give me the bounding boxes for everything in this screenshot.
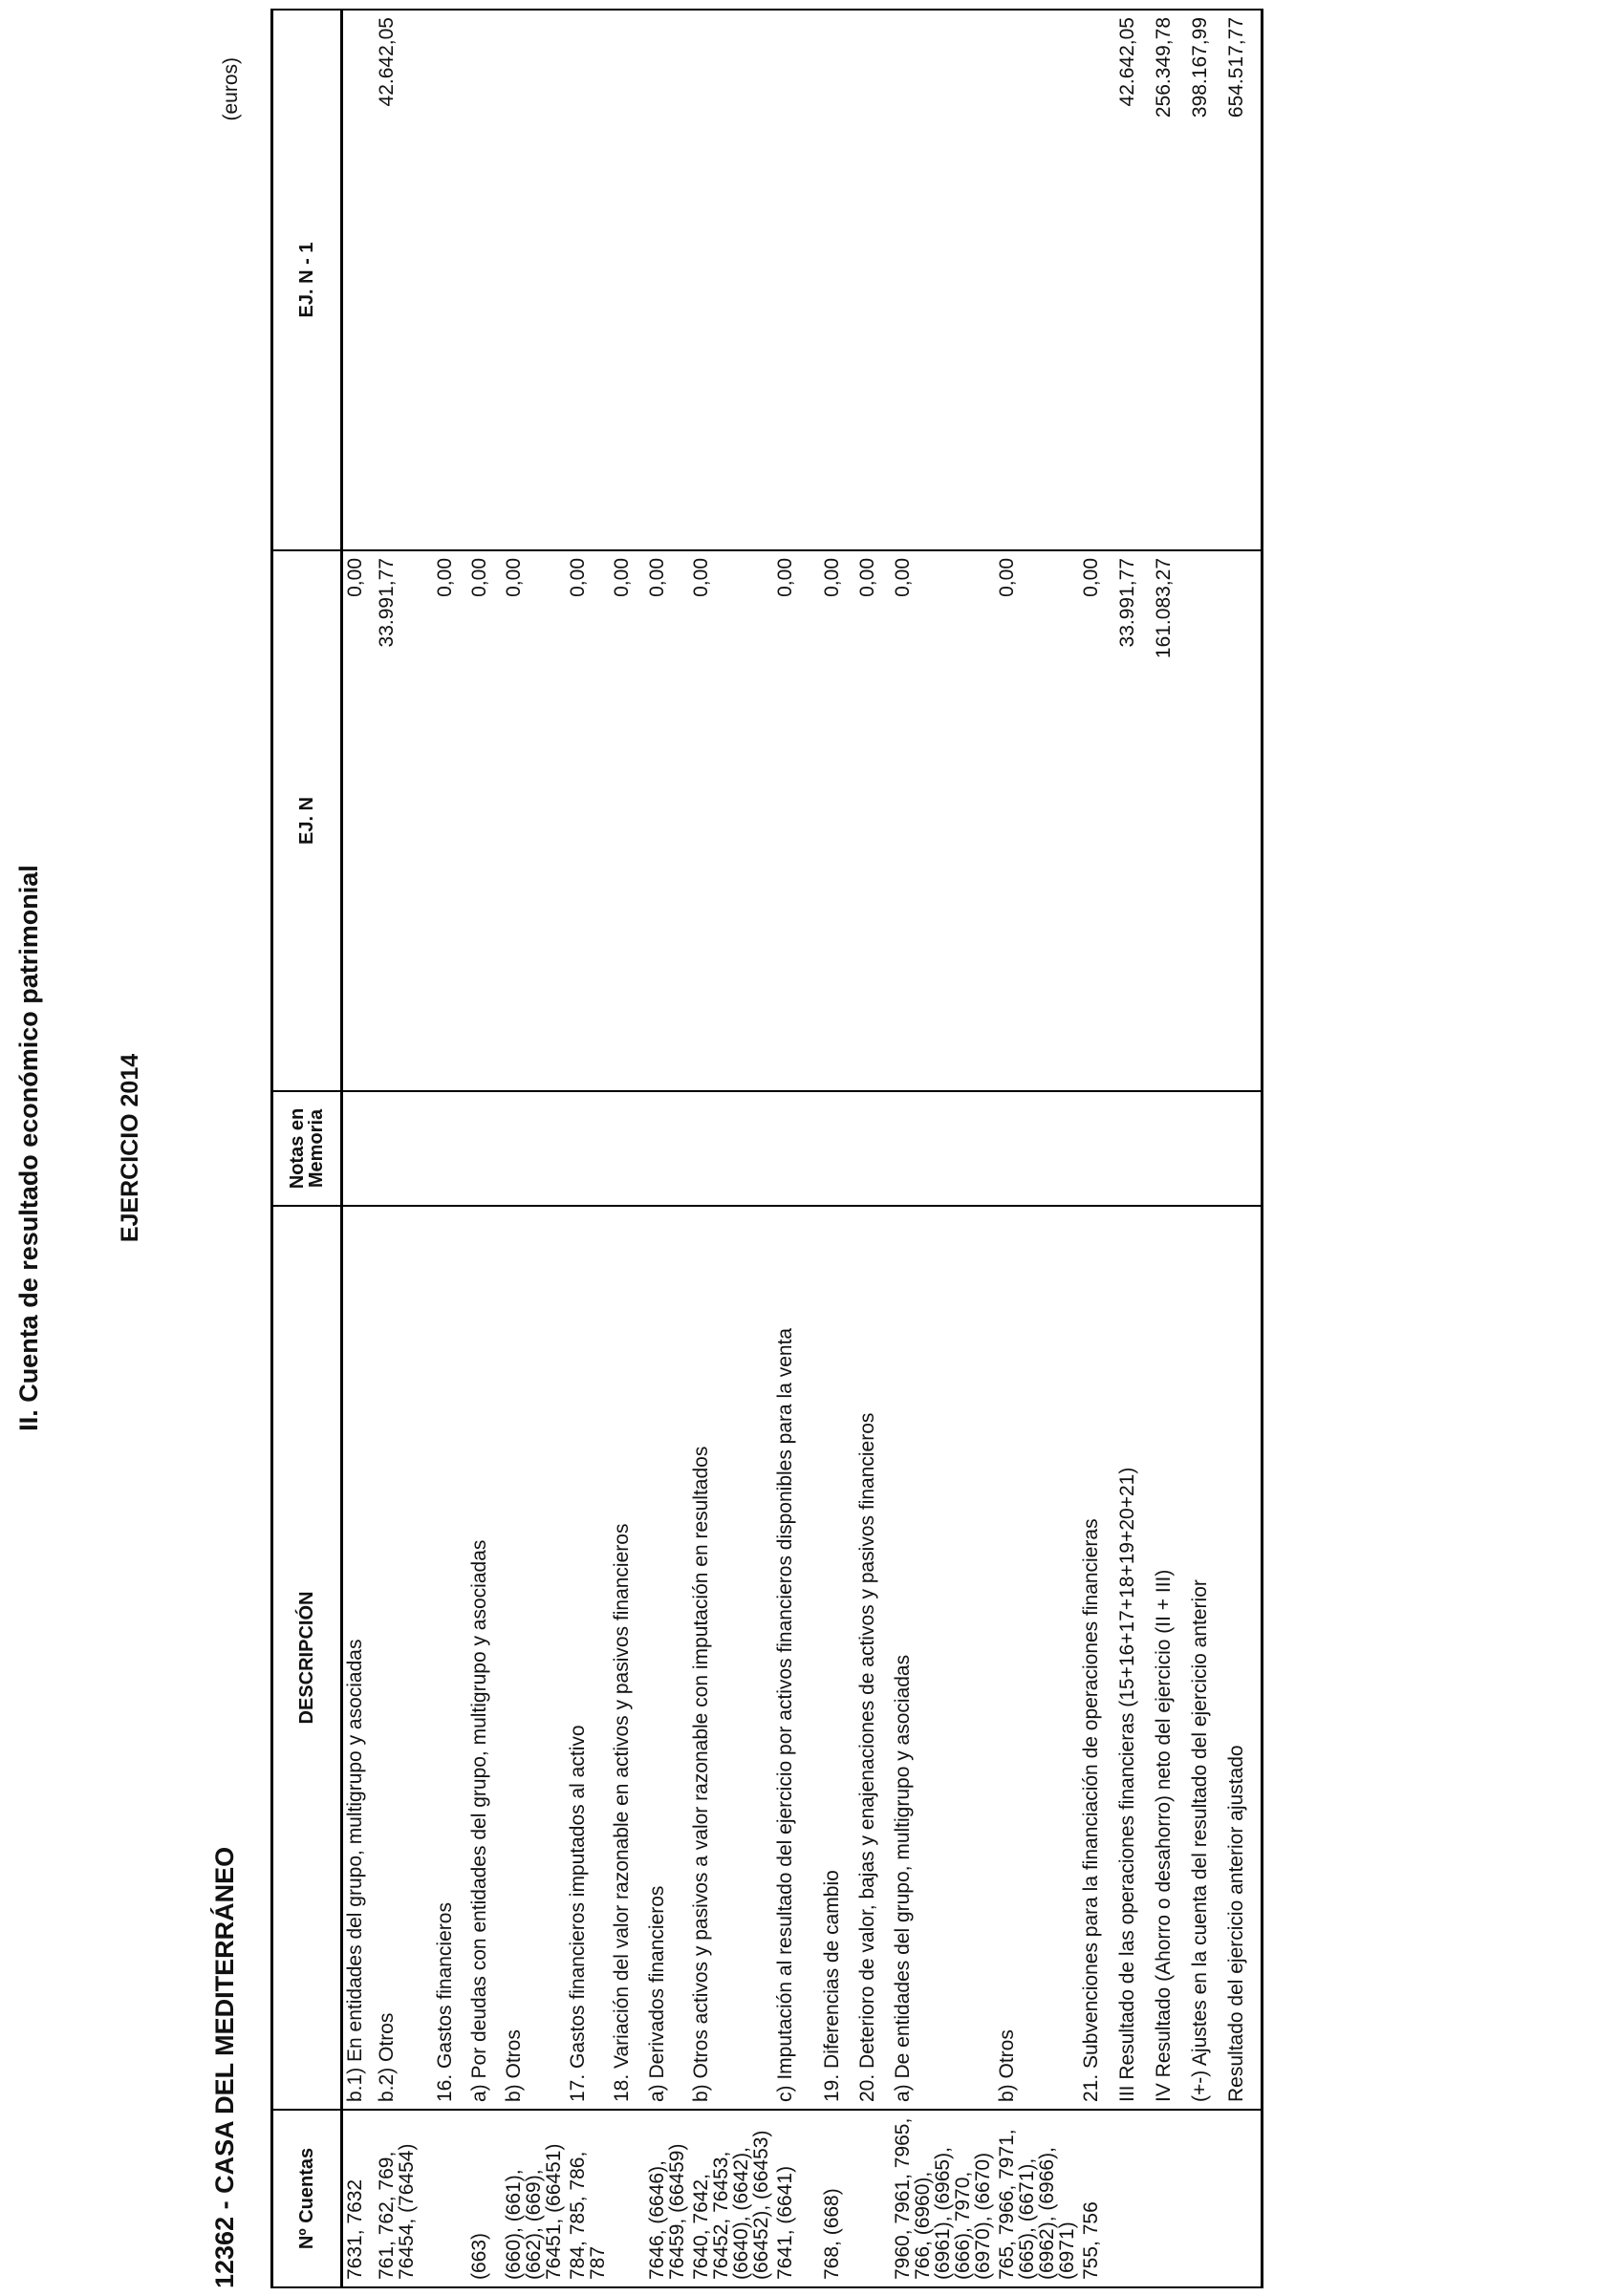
cell-cuentas: 761, 762, 769, 76454, (76454) xyxy=(375,2110,433,2287)
table-row xyxy=(433,10,467,2287)
cell-ej-n1 xyxy=(820,10,855,550)
cell-descripcion: b) Otros activos y pasivos a valor razonable con imputación en resultados xyxy=(689,1206,773,2110)
cell-cuentas: 765, 7966, 7971, (665), (6671), (6962), (6966), (6971) xyxy=(995,2110,1079,2287)
header-cuentas: Nº Cuentas xyxy=(272,2110,342,2287)
cell-ej-n: 0,00 xyxy=(342,550,375,1091)
cell-ej-n1 xyxy=(610,10,645,550)
cell-ej-n: 0,00 xyxy=(610,550,645,1091)
cell-ej-n: 0,00 xyxy=(820,550,855,1091)
cell-descripcion: IV Resultado (Ahorro o desahorro) neto del ejercicio (II + III) xyxy=(1152,1206,1188,2110)
cell-ej-n: 0,00 xyxy=(855,550,891,1091)
cell-cuentas xyxy=(1152,2110,1188,2287)
table-row xyxy=(773,10,820,2287)
cell-descripcion: b) Otros xyxy=(995,1206,1079,2110)
cell-ej-n1 xyxy=(773,10,820,550)
cell-notas xyxy=(995,1091,1079,1206)
table-row xyxy=(855,10,891,2287)
cell-ej-n1 xyxy=(342,10,375,550)
cell-ej-n1: 398.167,99 xyxy=(1188,10,1224,550)
cell-ej-n1 xyxy=(1079,10,1115,550)
currency-units: (euros) xyxy=(220,57,242,121)
cell-descripcion: 17. Gastos financieros imputados al activo xyxy=(566,1206,610,2110)
table-row xyxy=(1152,10,1188,2287)
cell-ej-n: 161.083,27 xyxy=(1152,550,1188,1091)
cell-notas xyxy=(610,1091,645,1206)
cell-cuentas: 7640, 7642, 76452, 76453, (6640), (6642), (66452), (66453) xyxy=(689,2110,773,2287)
cell-notas xyxy=(342,1091,375,1206)
report-title: II. Cuenta de resultado económico patrimonial xyxy=(14,865,43,1431)
cell-descripcion: 18. Variación del valor razonable en activos y pasivos financieros xyxy=(610,1206,645,2110)
header-descripcion: DESCRIPCIÓN xyxy=(272,1206,342,2110)
table-row xyxy=(689,10,773,2287)
cell-notas xyxy=(502,1091,566,1206)
cell-descripcion: Resultado del ejercicio anterior ajustado xyxy=(1224,1206,1263,2110)
cell-descripcion: b) Otros xyxy=(502,1206,566,2110)
cell-descripcion: c) Imputación al resultado del ejercicio por activos financieros disponibles para la venta xyxy=(773,1206,820,2110)
cell-notas xyxy=(1079,1091,1115,1206)
cell-ej-n1 xyxy=(566,10,610,550)
cell-descripcion: a) Por deudas con entidades del grupo, multigrupo y asociadas xyxy=(467,1206,502,2110)
cell-cuentas xyxy=(1224,2110,1263,2287)
fiscal-year-heading: EJERCICIO 2014 xyxy=(117,1053,143,1243)
table-row xyxy=(820,10,855,2287)
cell-notas xyxy=(689,1091,773,1206)
cell-notas xyxy=(1152,1091,1188,1206)
table-row xyxy=(1079,10,1115,2287)
cell-ej-n: 0,00 xyxy=(891,550,995,1091)
cell-descripcion: a) Derivados financieros xyxy=(645,1206,689,2110)
table-body xyxy=(342,10,1263,2287)
cell-cuentas: (663) xyxy=(467,2110,502,2287)
cell-ej-n1 xyxy=(995,10,1079,550)
cell-descripcion: 20. Deterioro de valor, bajas y enajenaciones de activos y pasivos financieros xyxy=(855,1206,891,2110)
cell-descripcion: (+-) Ajustes en la cuenta del resultado del ejercicio anterior xyxy=(1188,1206,1224,2110)
cell-descripcion: 16. Gastos financieros xyxy=(433,1206,467,2110)
cell-descripcion: b.1) En entidades del grupo, multigrupo y asociadas xyxy=(342,1206,375,2110)
table-row xyxy=(502,10,566,2287)
cell-cuentas: 784, 785, 786, 787 xyxy=(566,2110,610,2287)
cell-cuentas: (660), (661), (662), (669), 76451, (66451) xyxy=(502,2110,566,2287)
cell-descripcion: b.2) Otros xyxy=(375,1206,433,2110)
cell-descripcion: a) De entidades del grupo, multigrupo y asociadas xyxy=(891,1206,995,2110)
cell-notas xyxy=(467,1091,502,1206)
header-ej-n1: EJ. N - 1 xyxy=(272,10,342,550)
table-row xyxy=(1188,10,1224,2287)
table-row xyxy=(1224,10,1263,2287)
cell-ej-n1: 654.517,77 xyxy=(1224,10,1263,550)
cell-cuentas xyxy=(1115,2110,1152,2287)
cell-cuentas: 755, 756 xyxy=(1079,2110,1115,2287)
table-row xyxy=(610,10,645,2287)
table-row xyxy=(566,10,610,2287)
cell-ej-n: 0,00 xyxy=(773,550,820,1091)
cell-cuentas: 7646, (6646), 76459, (66459) xyxy=(645,2110,689,2287)
entity-name: 12362 - CASA DEL MEDITERRÁNEO xyxy=(210,1846,239,2288)
cell-ej-n1 xyxy=(855,10,891,550)
cell-notas xyxy=(891,1091,995,1206)
results-table xyxy=(270,9,1263,2288)
cell-ej-n1 xyxy=(645,10,689,550)
table-row xyxy=(467,10,502,2287)
cell-notas xyxy=(645,1091,689,1206)
cell-descripcion: 19. Diferencias de cambio xyxy=(820,1206,855,2110)
cell-cuentas: 7631, 7632 xyxy=(342,2110,375,2287)
cell-descripcion: 21. Subvenciones para la financiación de operaciones financieras xyxy=(1079,1206,1115,2110)
cell-ej-n1 xyxy=(502,10,566,550)
table-row xyxy=(891,10,995,2287)
cell-cuentas: 7641, (6641) xyxy=(773,2110,820,2287)
cell-cuentas xyxy=(1188,2110,1224,2287)
cell-notas xyxy=(566,1091,610,1206)
cell-notas xyxy=(433,1091,467,1206)
cell-ej-n: 0,00 xyxy=(689,550,773,1091)
cell-ej-n xyxy=(1188,550,1224,1091)
table-header-row xyxy=(272,10,342,2287)
cell-ej-n1: 256.349,78 xyxy=(1152,10,1188,550)
cell-cuentas: 7960, 7961, 7965, 766, (6960), (6961), (6965), (666), 7970, (6970), (6670) xyxy=(891,2110,995,2287)
cell-ej-n: 33.991,77 xyxy=(1115,550,1152,1091)
cell-ej-n: 0,00 xyxy=(566,550,610,1091)
cell-notas xyxy=(1188,1091,1224,1206)
cell-ej-n1 xyxy=(689,10,773,550)
table-row xyxy=(1115,10,1152,2287)
cell-descripcion: III Resultado de las operaciones financieras (15+16+17+18+19+20+21) xyxy=(1115,1206,1152,2110)
header-notas: Notas en Memoria xyxy=(272,1091,342,1206)
cell-ej-n: 0,00 xyxy=(1079,550,1115,1091)
cell-notas xyxy=(375,1091,433,1206)
cell-cuentas xyxy=(433,2110,467,2287)
cell-ej-n1 xyxy=(467,10,502,550)
cell-ej-n1: 42.642,05 xyxy=(1115,10,1152,550)
cell-ej-n: 33.991,77 xyxy=(375,550,433,1091)
cell-notas xyxy=(773,1091,820,1206)
cell-ej-n: 0,00 xyxy=(995,550,1079,1091)
table-row xyxy=(645,10,689,2287)
cell-ej-n1 xyxy=(433,10,467,550)
table-row xyxy=(342,10,375,2287)
cell-notas xyxy=(820,1091,855,1206)
cell-ej-n xyxy=(1224,550,1263,1091)
cell-cuentas: 768, (668) xyxy=(820,2110,855,2287)
cell-ej-n1: 42.642,05 xyxy=(375,10,433,550)
table-row xyxy=(995,10,1079,2287)
cell-notas xyxy=(1224,1091,1263,1206)
cell-ej-n: 0,00 xyxy=(467,550,502,1091)
cell-ej-n: 0,00 xyxy=(645,550,689,1091)
cell-ej-n1 xyxy=(891,10,995,550)
cell-notas xyxy=(1115,1091,1152,1206)
cell-notas xyxy=(855,1091,891,1206)
cell-ej-n: 0,00 xyxy=(433,550,467,1091)
table-row xyxy=(375,10,433,2287)
header-ej-n: EJ. N xyxy=(272,550,342,1091)
cell-cuentas xyxy=(855,2110,891,2287)
cell-cuentas xyxy=(610,2110,645,2287)
cell-ej-n: 0,00 xyxy=(502,550,566,1091)
